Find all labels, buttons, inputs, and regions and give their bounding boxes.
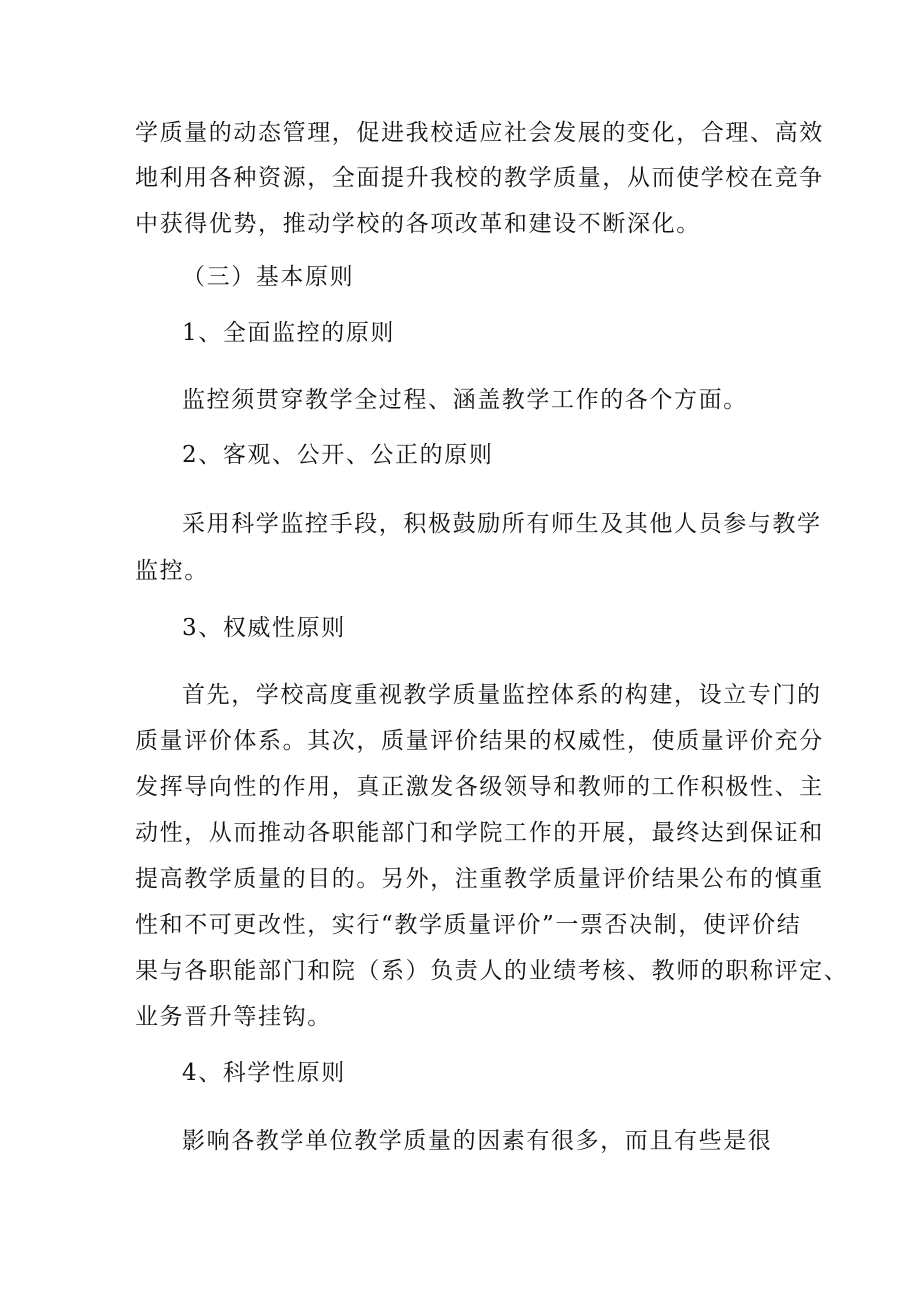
paragraph-line: 监控须贯穿教学全过程、涵盖教学工作的各个方面。 xyxy=(182,387,748,413)
paragraph-line: 性和不可更改性，实行“教学质量评价”一票否决制，使评价结 xyxy=(135,912,802,938)
principle-heading-4: 4、科学性原则 xyxy=(182,1060,346,1086)
paragraph-line: 果与各职能部门和院（系）负责人的业绩考核、教师的职称评定、 xyxy=(135,958,849,984)
principle-heading-2: 2、客观、公开、公正的原则 xyxy=(182,442,494,468)
section-heading: （三）基本原则 xyxy=(182,264,355,290)
paragraph-line: 采用科学监控手段，积极鼓励所有师生及其他人员参与教学 xyxy=(182,511,822,537)
principle-heading-3: 3、权威性原则 xyxy=(182,615,346,641)
paragraph-line: 业务晋升等挂钩。 xyxy=(135,1004,332,1030)
paragraph-line: 质量评价体系。其次，质量评价结果的权威性，使质量评价充分 xyxy=(135,728,824,754)
paragraph-line: 首先，学校高度重视教学质量监控体系的构建，设立专门的 xyxy=(182,682,822,708)
paragraph-line: 影响各教学单位教学质量的因素有很多，而且有些是很 xyxy=(182,1128,773,1154)
paragraph-line: 发挥导向性的作用，真正激发各级领导和教师的工作积极性、主 xyxy=(135,774,824,800)
paragraph-line: 学质量的动态管理，促进我校适应社会发展的变化，合理、高效 xyxy=(135,120,824,146)
paragraph-line: 中获得优势，推动学校的各项改革和建设不断深化。 xyxy=(135,211,701,237)
paragraph-line: 提高教学质量的目的。另外，注重教学质量评价结果公布的慎重 xyxy=(135,866,824,892)
paragraph-line: 动性，从而推动各职能部门和学院工作的开展，最终达到保证和 xyxy=(135,820,824,846)
principle-heading-1: 1、全面监控的原则 xyxy=(182,320,396,346)
paragraph-line: 地利用各种资源，全面提升我校的教学质量，从而使学校在竞争 xyxy=(135,165,824,191)
paragraph-line: 监控。 xyxy=(135,558,209,584)
